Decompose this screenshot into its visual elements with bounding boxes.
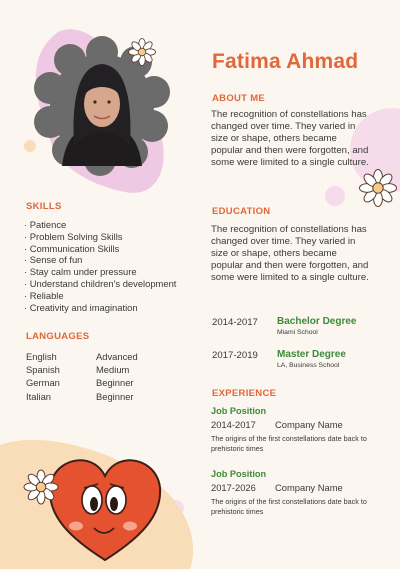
degree-title: Master Degree xyxy=(277,349,346,360)
language-level: Beginner xyxy=(96,377,134,389)
languages-heading: LANGUAGES xyxy=(26,331,90,342)
daisy-flower-icon xyxy=(22,468,60,506)
daisy-flower-icon xyxy=(358,168,398,208)
skills-list xyxy=(24,219,194,313)
job-position: Job Position xyxy=(211,406,267,416)
language-row xyxy=(26,390,196,403)
pink-circle-small xyxy=(325,186,345,206)
language-row xyxy=(26,376,196,389)
heart-character-illustration xyxy=(40,448,170,569)
language-name: Italian xyxy=(26,390,52,402)
job-years: 2014-2017 xyxy=(211,419,256,430)
company-name: Company Name xyxy=(275,419,343,430)
school-name: Miami School xyxy=(277,329,318,336)
language-name: Spanish xyxy=(26,364,60,376)
language-level: Medium xyxy=(96,364,130,376)
languages-list xyxy=(26,350,196,403)
language-name: English xyxy=(26,351,57,362)
language-row xyxy=(26,363,196,376)
education-heading: EDUCATION xyxy=(212,206,271,217)
education-years: 2017-2019 xyxy=(212,350,258,361)
degree-title: Bachelor Degree xyxy=(277,316,357,327)
full-name: Fatima Ahmad xyxy=(212,50,359,73)
job-description: The origins of the first constellations date back to prehistoric times xyxy=(211,434,367,453)
skill-item: · Reliable xyxy=(24,290,194,302)
language-level: Advanced xyxy=(96,351,138,362)
language-name: German xyxy=(26,377,60,389)
job-description: The origins of the first constellations date back to prehistoric times xyxy=(211,497,367,516)
job-years: 2017-2026 xyxy=(211,482,256,493)
skill-item: · Understand children's development xyxy=(24,278,194,290)
language-row xyxy=(26,350,196,363)
skill-item: · Communication Skills xyxy=(24,243,194,255)
school-name: LA, Business School xyxy=(277,362,340,369)
experience-entry xyxy=(211,469,391,516)
education-text: The recognition of constellations has changed over time. They varied in size or shape, others became popular and then were forgotten, and some were limited to a single culture. xyxy=(211,224,369,283)
skill-item: · Patience xyxy=(24,219,194,231)
skills-heading: SKILLS xyxy=(26,201,62,212)
about-heading: ABOUT ME xyxy=(212,93,266,104)
experience-entry xyxy=(211,406,391,453)
skill-item: · Sense of fun xyxy=(24,254,194,266)
education-years: 2014-2017 xyxy=(212,317,258,328)
experience-heading: EXPERIENCE xyxy=(212,388,277,399)
company-name: Company Name xyxy=(275,482,343,493)
job-position: Job Position xyxy=(211,469,267,479)
daisy-flower-icon xyxy=(127,37,157,67)
skill-item: · Stay calm under pressure xyxy=(24,266,194,278)
skill-item: · Problem Solving Skills xyxy=(24,231,194,243)
about-text: The recognition of constellations has changed over time. They varied in size or shape, others became popular and then were forgotten, and some were limited to a single culture. xyxy=(211,109,369,168)
skill-item: · Creativity and imagination xyxy=(24,302,194,314)
language-level: Beginner xyxy=(96,390,134,402)
